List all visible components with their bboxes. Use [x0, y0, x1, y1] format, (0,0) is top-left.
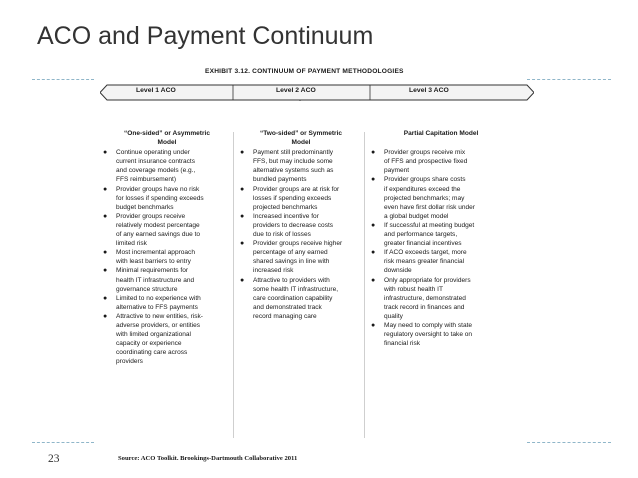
bullet-text: Provider groups share costs — [384, 176, 466, 184]
exhibit-title: EXHIBIT 3.12. CONTINUUM OF PAYMENT METHODOLOGIES — [205, 68, 404, 75]
bullet-line — [371, 303, 511, 312]
bullet-icon: ● — [371, 276, 376, 284]
bullet-icon: ● — [371, 249, 376, 257]
column-heading-line: Model — [291, 139, 311, 147]
bullet-line — [371, 230, 511, 239]
bullet-text: increased risk — [253, 267, 294, 275]
bullet-line — [103, 339, 231, 348]
bullet-text: Minimal requirements for — [116, 267, 189, 275]
level-3-label: Level 3 ACO — [409, 87, 449, 94]
bullet-line — [240, 257, 362, 266]
bullet-line — [371, 285, 511, 294]
bullet-text: even have first dollar risk under — [384, 203, 475, 211]
bullet-text: If successful at meeting budget — [384, 221, 475, 229]
bullet-text: greater financial incentives — [384, 240, 462, 248]
bullet-text: Provider groups are at risk for — [253, 185, 340, 193]
bullet-text: May need to comply with state — [384, 321, 473, 329]
bullet-line — [240, 248, 362, 257]
bullet-text: and demonstrated track — [253, 303, 322, 311]
bullet-text: If ACO exceeds target, more — [384, 249, 467, 257]
bullet-text: risk means greater financial — [384, 258, 465, 266]
bullet-text: track record in finances and — [384, 303, 465, 311]
bullet-text: FFS, but may include some — [253, 158, 333, 166]
bullet-line — [240, 157, 362, 166]
bullet-line — [240, 148, 362, 157]
bullet-text: Increased incentive for — [253, 212, 319, 220]
bullet-text: regulatory oversight to take on — [384, 331, 473, 339]
bullet-text: Provider groups have no risk — [116, 185, 200, 193]
bullet-line — [371, 166, 511, 175]
bullet-text: Attractive to providers with — [253, 276, 330, 284]
bullet-line — [103, 357, 231, 366]
bullet-icon: ● — [240, 212, 245, 220]
bullet-icon: ● — [371, 221, 376, 229]
bullet-icon: ● — [103, 294, 108, 302]
bullet-text: Only appropriate for providers — [384, 276, 471, 284]
bullet-text: Limited to no experience with — [116, 294, 201, 302]
bullet-text: of any earned savings due to — [116, 231, 201, 239]
bullet-text: Provider groups receive — [116, 212, 186, 220]
bullet-line — [103, 157, 231, 166]
bullet-text: bundled payments — [253, 176, 307, 184]
bullet-icon: ● — [240, 185, 245, 193]
column-two-sided-model — [240, 129, 362, 321]
bullet-text: Continue operating under — [116, 149, 190, 157]
bullet-text: percentage of any earned — [253, 249, 328, 257]
bullet-text: of FFS and prospective fixed — [384, 158, 468, 166]
bullet-list — [371, 148, 511, 348]
bullet-list — [240, 148, 362, 321]
bullet-text: providers to decrease costs — [253, 221, 334, 229]
bullet-line — [240, 166, 362, 175]
divider-right-bottom — [527, 442, 611, 443]
bullet-icon: ● — [371, 321, 376, 329]
bullet-line — [371, 148, 511, 157]
bullet-line — [240, 175, 362, 184]
bullet-text: Provider groups receive higher — [253, 240, 343, 248]
bullet-line — [371, 330, 511, 339]
bullet-icon: ● — [103, 267, 108, 275]
bullet-line — [103, 330, 231, 339]
column-heading — [240, 129, 362, 147]
bullet-text: capacity or experience — [116, 340, 182, 348]
bullet-text: record managing care — [253, 312, 317, 320]
bullet-text: FFS reimbursement) — [116, 176, 177, 184]
bullet-line — [240, 312, 362, 321]
column-divider-2 — [364, 132, 365, 438]
source-citation: Source: ACO Toolkit. Brookings-Dartmouth Collaborative 2011 — [118, 455, 298, 462]
bullet-line — [240, 203, 362, 212]
bullet-line — [371, 194, 511, 203]
bullet-line — [371, 276, 511, 285]
bullet-icon: ● — [103, 212, 108, 220]
level-continuum-arrow — [100, 84, 534, 101]
bullet-line — [371, 257, 511, 266]
bullet-line — [103, 248, 231, 257]
bullet-text: if expenditures exceed the — [384, 185, 461, 193]
bullet-text: with least barriers to entry — [116, 258, 191, 266]
bullet-text: Most incremental approach — [116, 249, 195, 257]
bullet-text: Payment still predominantly — [253, 149, 334, 157]
bullet-text: current insurance contracts — [116, 158, 195, 166]
bullet-line — [371, 221, 511, 230]
bullet-line — [240, 212, 362, 221]
bullet-line — [240, 266, 362, 275]
bullet-line — [103, 294, 231, 303]
bullet-line — [103, 194, 231, 203]
bullet-text: alternative to FFS payments — [116, 303, 198, 311]
bullet-line — [240, 285, 362, 294]
bullet-list — [103, 148, 231, 366]
bullet-text: payment — [384, 167, 410, 175]
bullet-text: a global budget model — [384, 212, 449, 220]
divider-left-top — [32, 79, 94, 80]
bullet-text: relatively modest percentage — [116, 221, 200, 229]
bullet-text: downside — [384, 267, 412, 275]
level-2-label: Level 2 ACO — [276, 87, 316, 94]
bullet-text: health IT infrastructure and — [116, 276, 195, 284]
bullet-text: limited risk — [116, 240, 147, 248]
bullet-text: for losses if spending exceeds — [116, 194, 204, 202]
bullet-line — [371, 321, 511, 330]
bullet-line — [240, 194, 362, 203]
bullet-line — [371, 266, 511, 275]
bullet-text: coordinating care across — [116, 349, 188, 357]
bullet-icon: ● — [240, 240, 245, 248]
bullet-line — [103, 266, 231, 275]
bullet-icon: ● — [103, 149, 108, 157]
column-partial-capitation-model — [371, 129, 511, 348]
bullet-line — [103, 203, 231, 212]
bullet-text: with limited organizational — [116, 331, 191, 339]
bullet-text: Attractive to new entities, risk- — [116, 312, 203, 320]
bullet-icon: ● — [240, 276, 245, 284]
bullet-line — [240, 221, 362, 230]
bullet-text: due to risk of losses — [253, 231, 311, 239]
bullet-text: alternative systems such as — [253, 167, 334, 175]
bullet-line — [240, 294, 362, 303]
bullet-line — [371, 294, 511, 303]
bullet-text: providers — [116, 358, 143, 366]
bullet-text: budget benchmarks — [116, 203, 174, 211]
bullet-line — [103, 166, 231, 175]
bullet-line — [103, 348, 231, 357]
bullet-text: projected benchmarks; may — [384, 194, 465, 202]
bullet-line — [103, 148, 231, 157]
bullet-line — [371, 175, 511, 184]
column-divider-1 — [233, 132, 234, 438]
bullet-text: and coverage models (e.g., — [116, 167, 196, 175]
slide-title: ACO and Payment Continuum — [37, 22, 374, 50]
divider-right-top — [527, 79, 611, 80]
column-heading — [103, 129, 231, 147]
bullet-icon: ● — [371, 149, 376, 157]
bullet-text: governance structure — [116, 285, 178, 293]
column-heading — [371, 129, 511, 147]
bullet-text: and performance targets, — [384, 231, 458, 239]
bullet-line — [240, 239, 362, 248]
bullet-line — [103, 230, 231, 239]
bullet-line — [240, 185, 362, 194]
bullet-line — [103, 175, 231, 184]
bullet-text: projected benchmarks — [253, 203, 318, 211]
bullet-line — [371, 203, 511, 212]
column-one-sided-model — [103, 129, 231, 366]
bullet-line — [371, 339, 511, 348]
column-heading-line: “Two-sided” or Symmetric — [259, 130, 343, 137]
bullet-text: shared savings in line with — [253, 258, 330, 266]
bullet-line — [371, 185, 511, 194]
bullet-line — [240, 276, 362, 285]
column-heading-line: Partial Capitation Model — [403, 130, 479, 137]
page-number: 23 — [48, 453, 60, 465]
column-heading-line: Model — [157, 139, 177, 147]
bullet-line — [103, 239, 231, 248]
bullet-text: adverse providers, or entities — [116, 321, 201, 329]
bullet-line — [371, 239, 511, 248]
bullet-line — [371, 157, 511, 166]
bullet-text: Provider groups receive mix — [384, 149, 466, 157]
bullet-icon: ● — [103, 249, 108, 257]
bullet-text: losses if spending exceeds — [253, 194, 332, 202]
bullet-text: with robust health IT — [384, 285, 443, 293]
level-1-label: Level 1 ACO — [136, 87, 176, 94]
bullet-line — [103, 212, 231, 221]
bullet-line — [371, 248, 511, 257]
divider-left-bottom — [32, 442, 94, 443]
bullet-line — [371, 312, 511, 321]
bullet-line — [103, 285, 231, 294]
bullet-line — [240, 303, 362, 312]
bullet-line — [371, 212, 511, 221]
bullet-icon: ● — [103, 185, 108, 193]
bullet-line — [103, 185, 231, 194]
bullet-text: financial risk — [384, 340, 421, 348]
column-heading-line: “One-sided” or Asymmetric — [124, 130, 210, 137]
bullet-line — [103, 312, 231, 321]
bullet-line — [103, 221, 231, 230]
bullet-icon: ● — [371, 176, 376, 184]
bullet-icon: ● — [240, 149, 245, 157]
bullet-text: quality — [384, 312, 403, 320]
bullet-text: infrastructure, demonstrated — [384, 294, 466, 302]
bullet-line — [240, 230, 362, 239]
bullet-line — [103, 276, 231, 285]
bullet-line — [103, 303, 231, 312]
bullet-text: some health IT infrastructure, — [253, 285, 339, 293]
bullet-line — [103, 321, 231, 330]
bullet-text: care coordination capability — [253, 294, 333, 302]
bullet-line — [103, 257, 231, 266]
bullet-icon: ● — [103, 312, 108, 320]
